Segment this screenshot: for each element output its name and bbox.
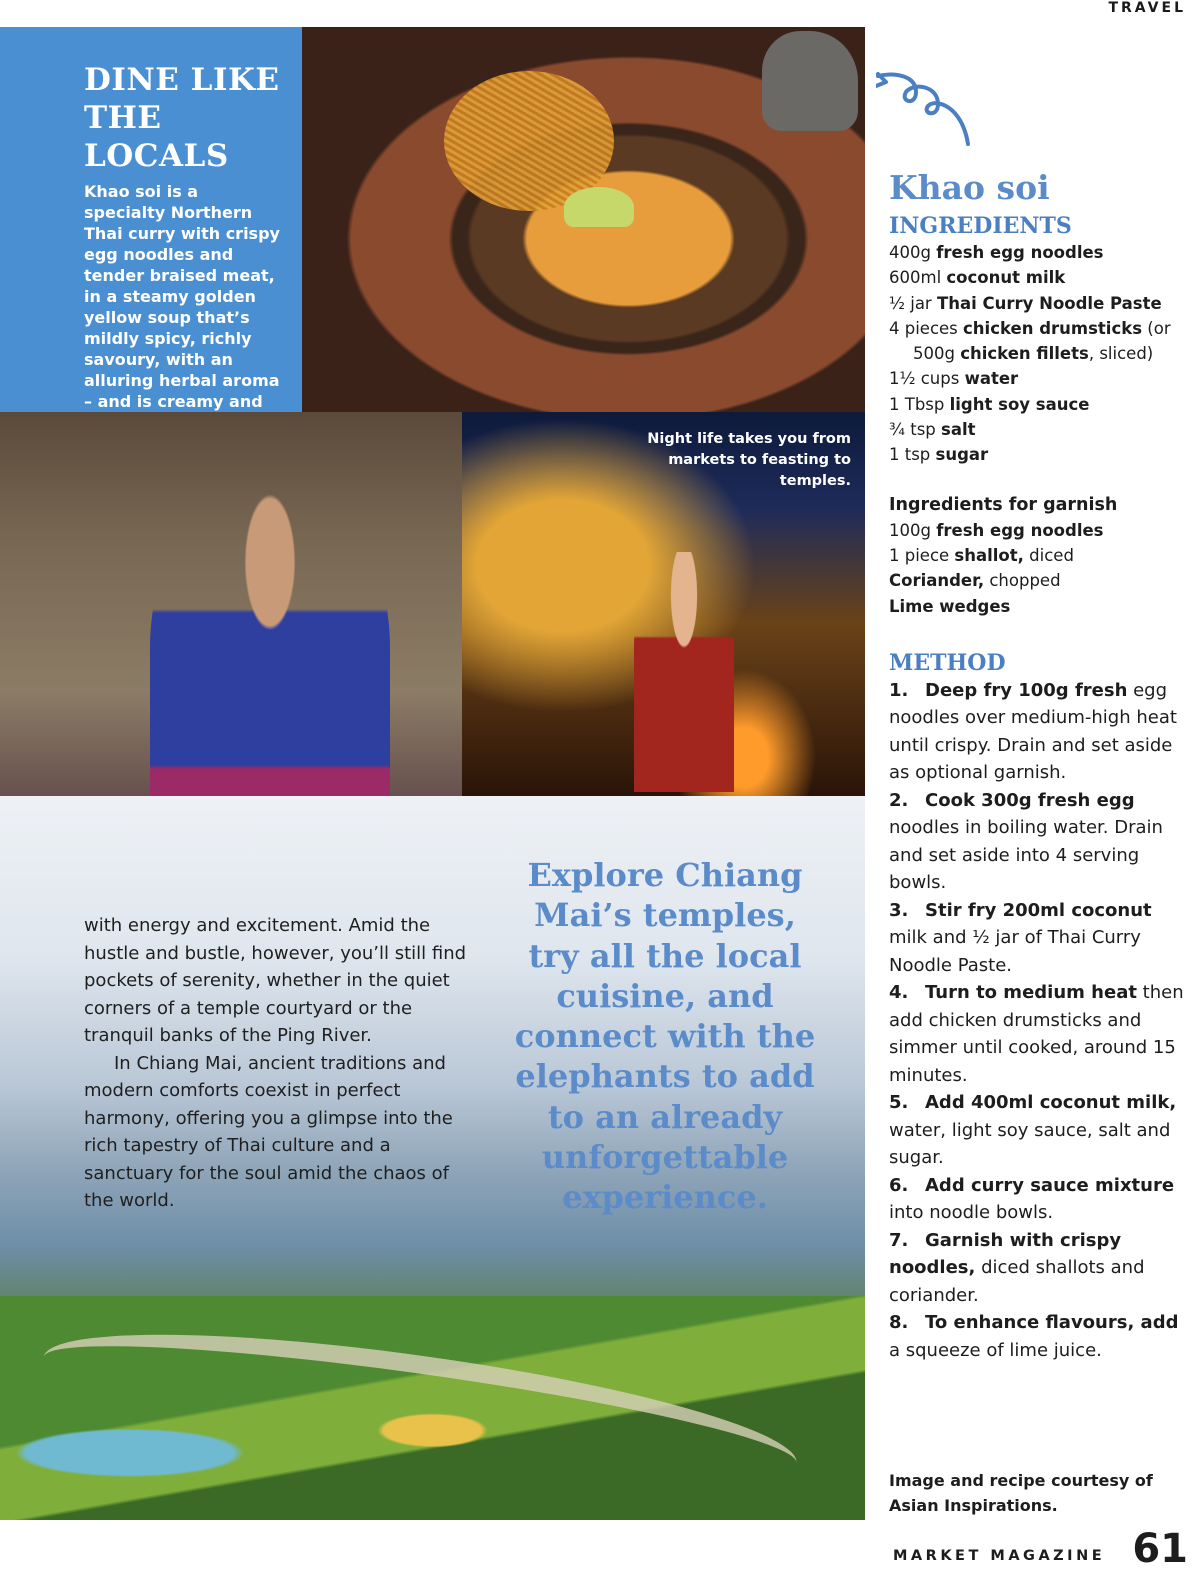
temple-woman-figure [634, 552, 734, 792]
section-tag: TRAVEL [1108, 0, 1186, 16]
step-lead: Turn to medium heat [925, 982, 1137, 1004]
method-step [889, 677, 1191, 787]
ingredient-qty: 1 piece [889, 545, 955, 565]
ingredient-item [889, 392, 1191, 417]
step-number: 2. [889, 789, 909, 811]
ingredient-name: shallot, [954, 545, 1024, 565]
ingredient-item [889, 291, 1191, 316]
ingredient-name: water [964, 369, 1019, 389]
temple-night-photo [462, 412, 865, 796]
step-number: 5. [889, 1092, 909, 1114]
ingredient-item [889, 518, 1191, 543]
ingredient-item [889, 265, 1191, 290]
ingredient-qty: 4 pieces [889, 318, 964, 338]
ingredient-name: chicken fillets [960, 344, 1089, 364]
elephant-figurine-shape [762, 31, 858, 131]
ingredient-item [889, 341, 1191, 366]
ingredient-note: chopped [984, 571, 1061, 591]
dine-like-locals-box [0, 27, 302, 412]
step-lead: Cook 300g fresh egg [925, 789, 1135, 811]
ingredient-item [889, 543, 1191, 568]
ingredient-item [889, 594, 1191, 619]
method-step [889, 979, 1191, 1089]
method-step [889, 1172, 1191, 1227]
magazine-name: MARKET MAGAZINE [893, 1548, 1106, 1564]
pull-quote: Explore Chiang Mai’s temples, try all the local cuisine, and connect with the elephants to add to an already unforgettable experience. [514, 856, 816, 1217]
ingredient-name: Thai Curry Noodle Paste [936, 293, 1162, 313]
step-lead: Add 400ml coconut milk, [925, 1092, 1177, 1114]
step-number: 1. [889, 679, 909, 701]
dine-box-body: Khao soi is a specialty Northern Thai curry with crispy egg noodles and tender braised meat, in a steamy golden yellow soup that’s mildly spicy, richly savoury, with an alluring herbal aroma – and is creamy and [84, 182, 280, 411]
ingredient-name: light soy sauce [949, 394, 1090, 414]
step-number: 8. [889, 1312, 909, 1334]
step-text: diced shallots and coriander. [889, 1257, 1145, 1306]
body-paragraph-1: with energy and excitement. Amid the hustle and bustle, however, you’ll still find pockets of serenity, whether in the quiet corners of a temple courtyard or the tranquil banks of the Ping River. [84, 915, 467, 1046]
khao-soi-photo [302, 27, 865, 412]
method-steps [889, 677, 1191, 1365]
step-lead: Deep fry 100g fresh [925, 679, 1128, 701]
ingredients-heading: INGREDIENTS [889, 213, 1072, 239]
ingredient-qty: 400g [889, 243, 937, 262]
method-step [889, 1089, 1191, 1172]
step-lead: Stir fry 200ml coconut [925, 899, 1152, 921]
ingredients-list [889, 240, 1191, 468]
night-life-caption: Night life takes you from markets to feasting to temples. [647, 431, 851, 489]
method-heading: METHOD [889, 649, 1006, 676]
garnish-heading: Ingredients for garnish [889, 494, 1118, 515]
ingredient-qty: 1 tsp [889, 445, 936, 465]
step-text: into noodle bowls. [889, 1202, 1054, 1224]
step-text: then add chicken drumsticks and simmer until cooked, around 15 minutes. [889, 982, 1184, 1086]
step-text: egg noodles over medium-high heat until crispy. Drain and set aside as optional garnish. [889, 679, 1177, 784]
method-step [889, 1227, 1191, 1310]
step-number: 7. [889, 1229, 909, 1251]
article-body [84, 912, 469, 1215]
step-lead: Garnish with crispy noodles, [889, 1229, 1122, 1279]
step-number: 4. [889, 982, 909, 1004]
ingredient-qty: ¾ tsp [889, 420, 942, 440]
ingredient-note: diced [1023, 545, 1074, 565]
lime-wedge-shape [564, 187, 634, 227]
ingredient-item [889, 442, 1191, 467]
body-paragraph-2: In Chiang Mai, ancient traditions and modern comforts coexist in perfect harmony, offering you a glimpse into the rich tapestry of Thai culture and a sanctuary for the soul amid the chaos of the world. [84, 1052, 453, 1211]
image-credit: Image and recipe courtesy of Asian Inspirations. [889, 1471, 1153, 1515]
decorative-arrow-squiggle-icon [876, 62, 976, 152]
ingredient-note: (or [1142, 318, 1171, 338]
ingredient-qty: 600ml [889, 268, 947, 288]
ingredient-name: fresh egg noodles [936, 520, 1104, 540]
ingredient-qty: 1 Tbsp [889, 394, 950, 414]
step-text: noodles in boiling water. Drain and set aside into 4 serving bowls. [889, 817, 1163, 894]
ingredient-name: Lime wedges [889, 596, 1011, 616]
step-text: water, light soy sauce, salt and sugar. [889, 1119, 1171, 1169]
method-step [889, 1309, 1191, 1364]
ingredient-name: Coriander, [889, 571, 985, 591]
step-text: milk and ½ jar of Thai Curry Noodle Paste. [889, 927, 1141, 976]
garnish-list [889, 518, 1191, 619]
step-number: 6. [889, 1174, 909, 1196]
ingredient-qty: 100g [889, 520, 937, 540]
step-number: 3. [889, 899, 909, 921]
step-text: a squeeze of lime juice. [889, 1339, 1102, 1361]
dine-title-line-1: DINE LIKE [84, 62, 280, 98]
ingredient-name: chicken drumsticks [963, 318, 1143, 338]
ingredient-qty: 500g [913, 344, 961, 364]
ingredient-name: salt [941, 420, 976, 440]
ingredient-name: sugar [935, 445, 989, 465]
ingredient-name: fresh egg noodles [936, 243, 1104, 262]
page-number: 61 [1132, 1526, 1188, 1572]
recipe-column [889, 160, 1191, 1364]
step-lead: To enhance flavours, add [925, 1312, 1179, 1334]
dine-box-title [84, 61, 282, 175]
ingredient-item [889, 568, 1191, 593]
ingredient-note: , sliced) [1088, 344, 1154, 364]
recipe-title: Khao soi [889, 168, 1050, 207]
step-lead: Add curry sauce mixture [925, 1174, 1175, 1196]
ingredient-name: coconut milk [946, 268, 1066, 288]
dine-title-line-2: THE LOCALS [84, 100, 229, 174]
ingredient-item [889, 417, 1191, 442]
ingredient-item [889, 316, 1191, 341]
ingredient-item [889, 366, 1191, 391]
method-step [889, 787, 1191, 897]
ingredient-item [889, 240, 1191, 265]
ingredient-qty: ½ jar [889, 293, 937, 313]
ingredient-qty: 1½ cups [889, 369, 965, 389]
method-step [889, 897, 1191, 980]
